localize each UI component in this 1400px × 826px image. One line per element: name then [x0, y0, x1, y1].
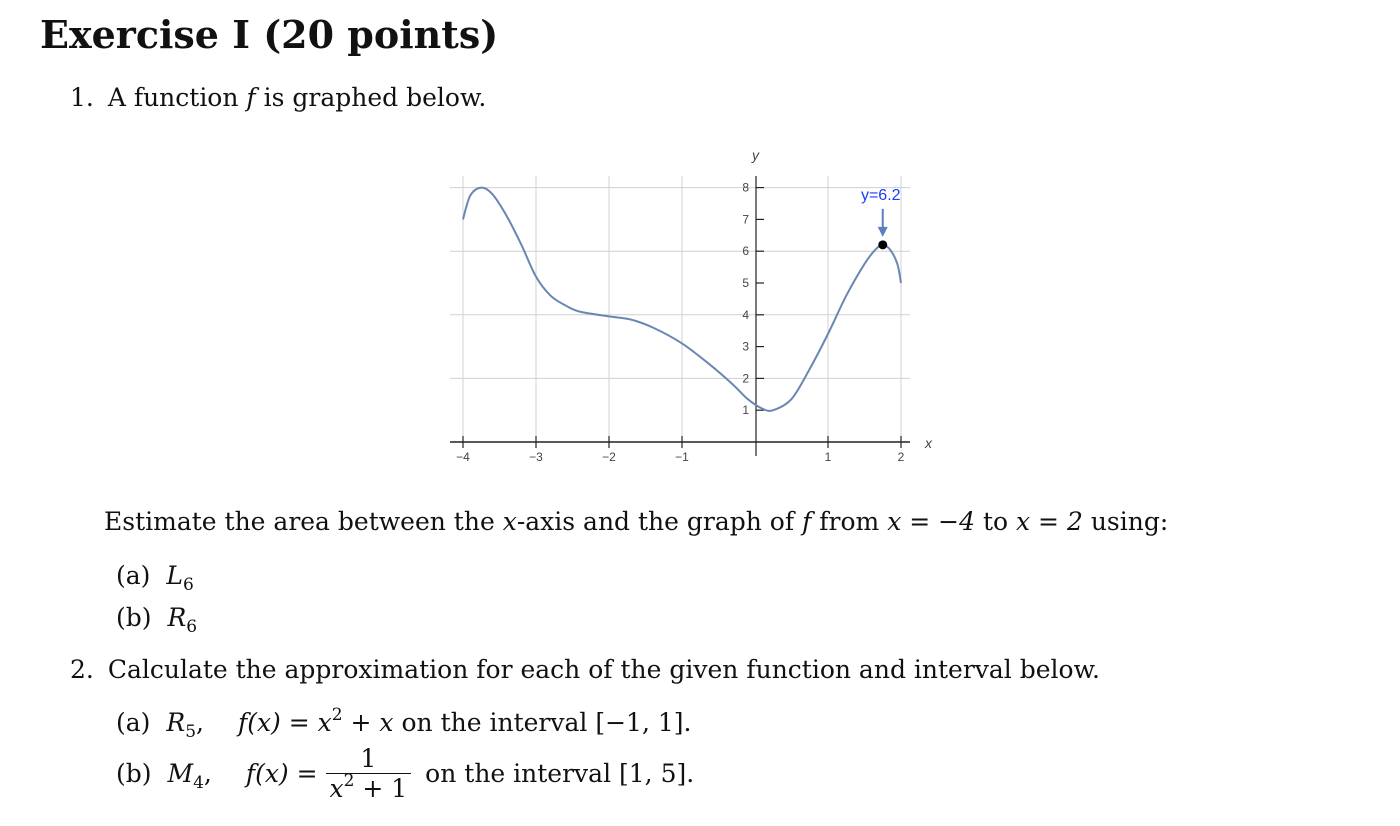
x-tick-label: 2	[897, 450, 905, 464]
annotation-arrow-head	[878, 227, 888, 237]
estimate-text-3: from	[819, 507, 880, 536]
x-axis-label: x	[925, 435, 932, 451]
part-1b-subscript: 6	[186, 617, 198, 637]
estimate-text-4: to	[982, 507, 1009, 536]
y-tick-label: 4	[742, 307, 749, 322]
part-2a-symbol: R	[166, 708, 186, 737]
part-1a-label: (a)	[116, 561, 151, 590]
estimate-text-2: -axis and the graph of	[516, 507, 795, 536]
question-1-number: 1.	[70, 83, 94, 112]
function-graph	[440, 140, 950, 470]
y-tick-label: 5	[742, 276, 749, 290]
part-2a-function: f(x) = x	[237, 708, 332, 737]
part-2a-comma: ,	[196, 708, 204, 737]
ticks	[456, 181, 905, 464]
function-symbol: f	[246, 83, 256, 112]
x-tick-label: −1	[675, 450, 689, 464]
estimate-text-5: using:	[1090, 507, 1169, 536]
x-tick-label: −2	[602, 450, 616, 464]
part-2b-subscript: 4	[193, 773, 204, 793]
part-1b-label: (b)	[116, 603, 152, 632]
denominator-rest: + 1	[354, 774, 408, 803]
estimate-text	[104, 507, 1168, 536]
denominator-x: x	[329, 774, 344, 803]
fraction-numerator: 1	[360, 744, 377, 773]
part-2b-interval: on the interval [1, 5].	[425, 759, 695, 788]
part-1b-symbol: R	[167, 603, 187, 632]
y-tick-label: 7	[742, 212, 749, 227]
exercise-title: Exercise I (20 points)	[40, 12, 499, 57]
part-1a	[116, 561, 194, 595]
peak-point	[878, 240, 887, 249]
denominator-exponent: 2	[343, 771, 355, 791]
axes	[450, 176, 910, 456]
part-1a-subscript: 6	[182, 575, 194, 595]
annotation-label: y=6.2	[860, 186, 901, 204]
question-1-text-b: is graphed below.	[263, 83, 487, 112]
part-2a	[116, 705, 692, 742]
estimate-upper-bound: x = 2	[1016, 507, 1083, 536]
question-2	[70, 655, 1100, 684]
question-1	[70, 83, 486, 112]
y-tick-label: 8	[742, 180, 749, 195]
x-tick-label: −3	[529, 450, 543, 464]
part-2a-interval: on the interval [−1, 1].	[401, 708, 692, 737]
question-1-text-a: A function	[107, 83, 239, 112]
part-2b-function: f(x) =	[245, 759, 318, 788]
y-tick-label: 1	[742, 403, 749, 418]
estimate-x-var: x	[502, 507, 517, 536]
y-tick-label: 2	[742, 371, 749, 386]
part-2a-subscript: 5	[185, 722, 197, 742]
part-1b	[116, 603, 198, 637]
y-axis-label: y	[752, 147, 759, 163]
part-2a-label: (a)	[116, 708, 151, 737]
x-tick-label: −4	[456, 450, 470, 464]
question-2-text: Calculate the approximation for each of the given function and interval below.	[107, 655, 1100, 684]
part-2b-label: (b)	[116, 759, 152, 788]
part-2b-symbol: M	[167, 759, 194, 788]
part-2a-function-rest: + x	[342, 708, 394, 737]
part-1a-symbol: L	[166, 561, 183, 590]
part-2a-exponent: 2	[331, 705, 343, 725]
fraction-denominator	[326, 773, 412, 803]
estimate-text-1: Estimate the area between the	[104, 507, 495, 536]
estimate-lower-bound: x = −4	[887, 507, 975, 536]
y-tick-label: 6	[742, 244, 749, 259]
part-2b-fraction	[326, 744, 412, 803]
question-2-number: 2.	[70, 655, 94, 684]
estimate-f: f	[802, 507, 812, 536]
x-tick-label: 1	[824, 450, 832, 464]
part-2b-comma: ,	[203, 759, 212, 788]
grid	[450, 176, 910, 442]
y-tick-label: 3	[742, 339, 749, 354]
part-2b	[116, 746, 694, 805]
